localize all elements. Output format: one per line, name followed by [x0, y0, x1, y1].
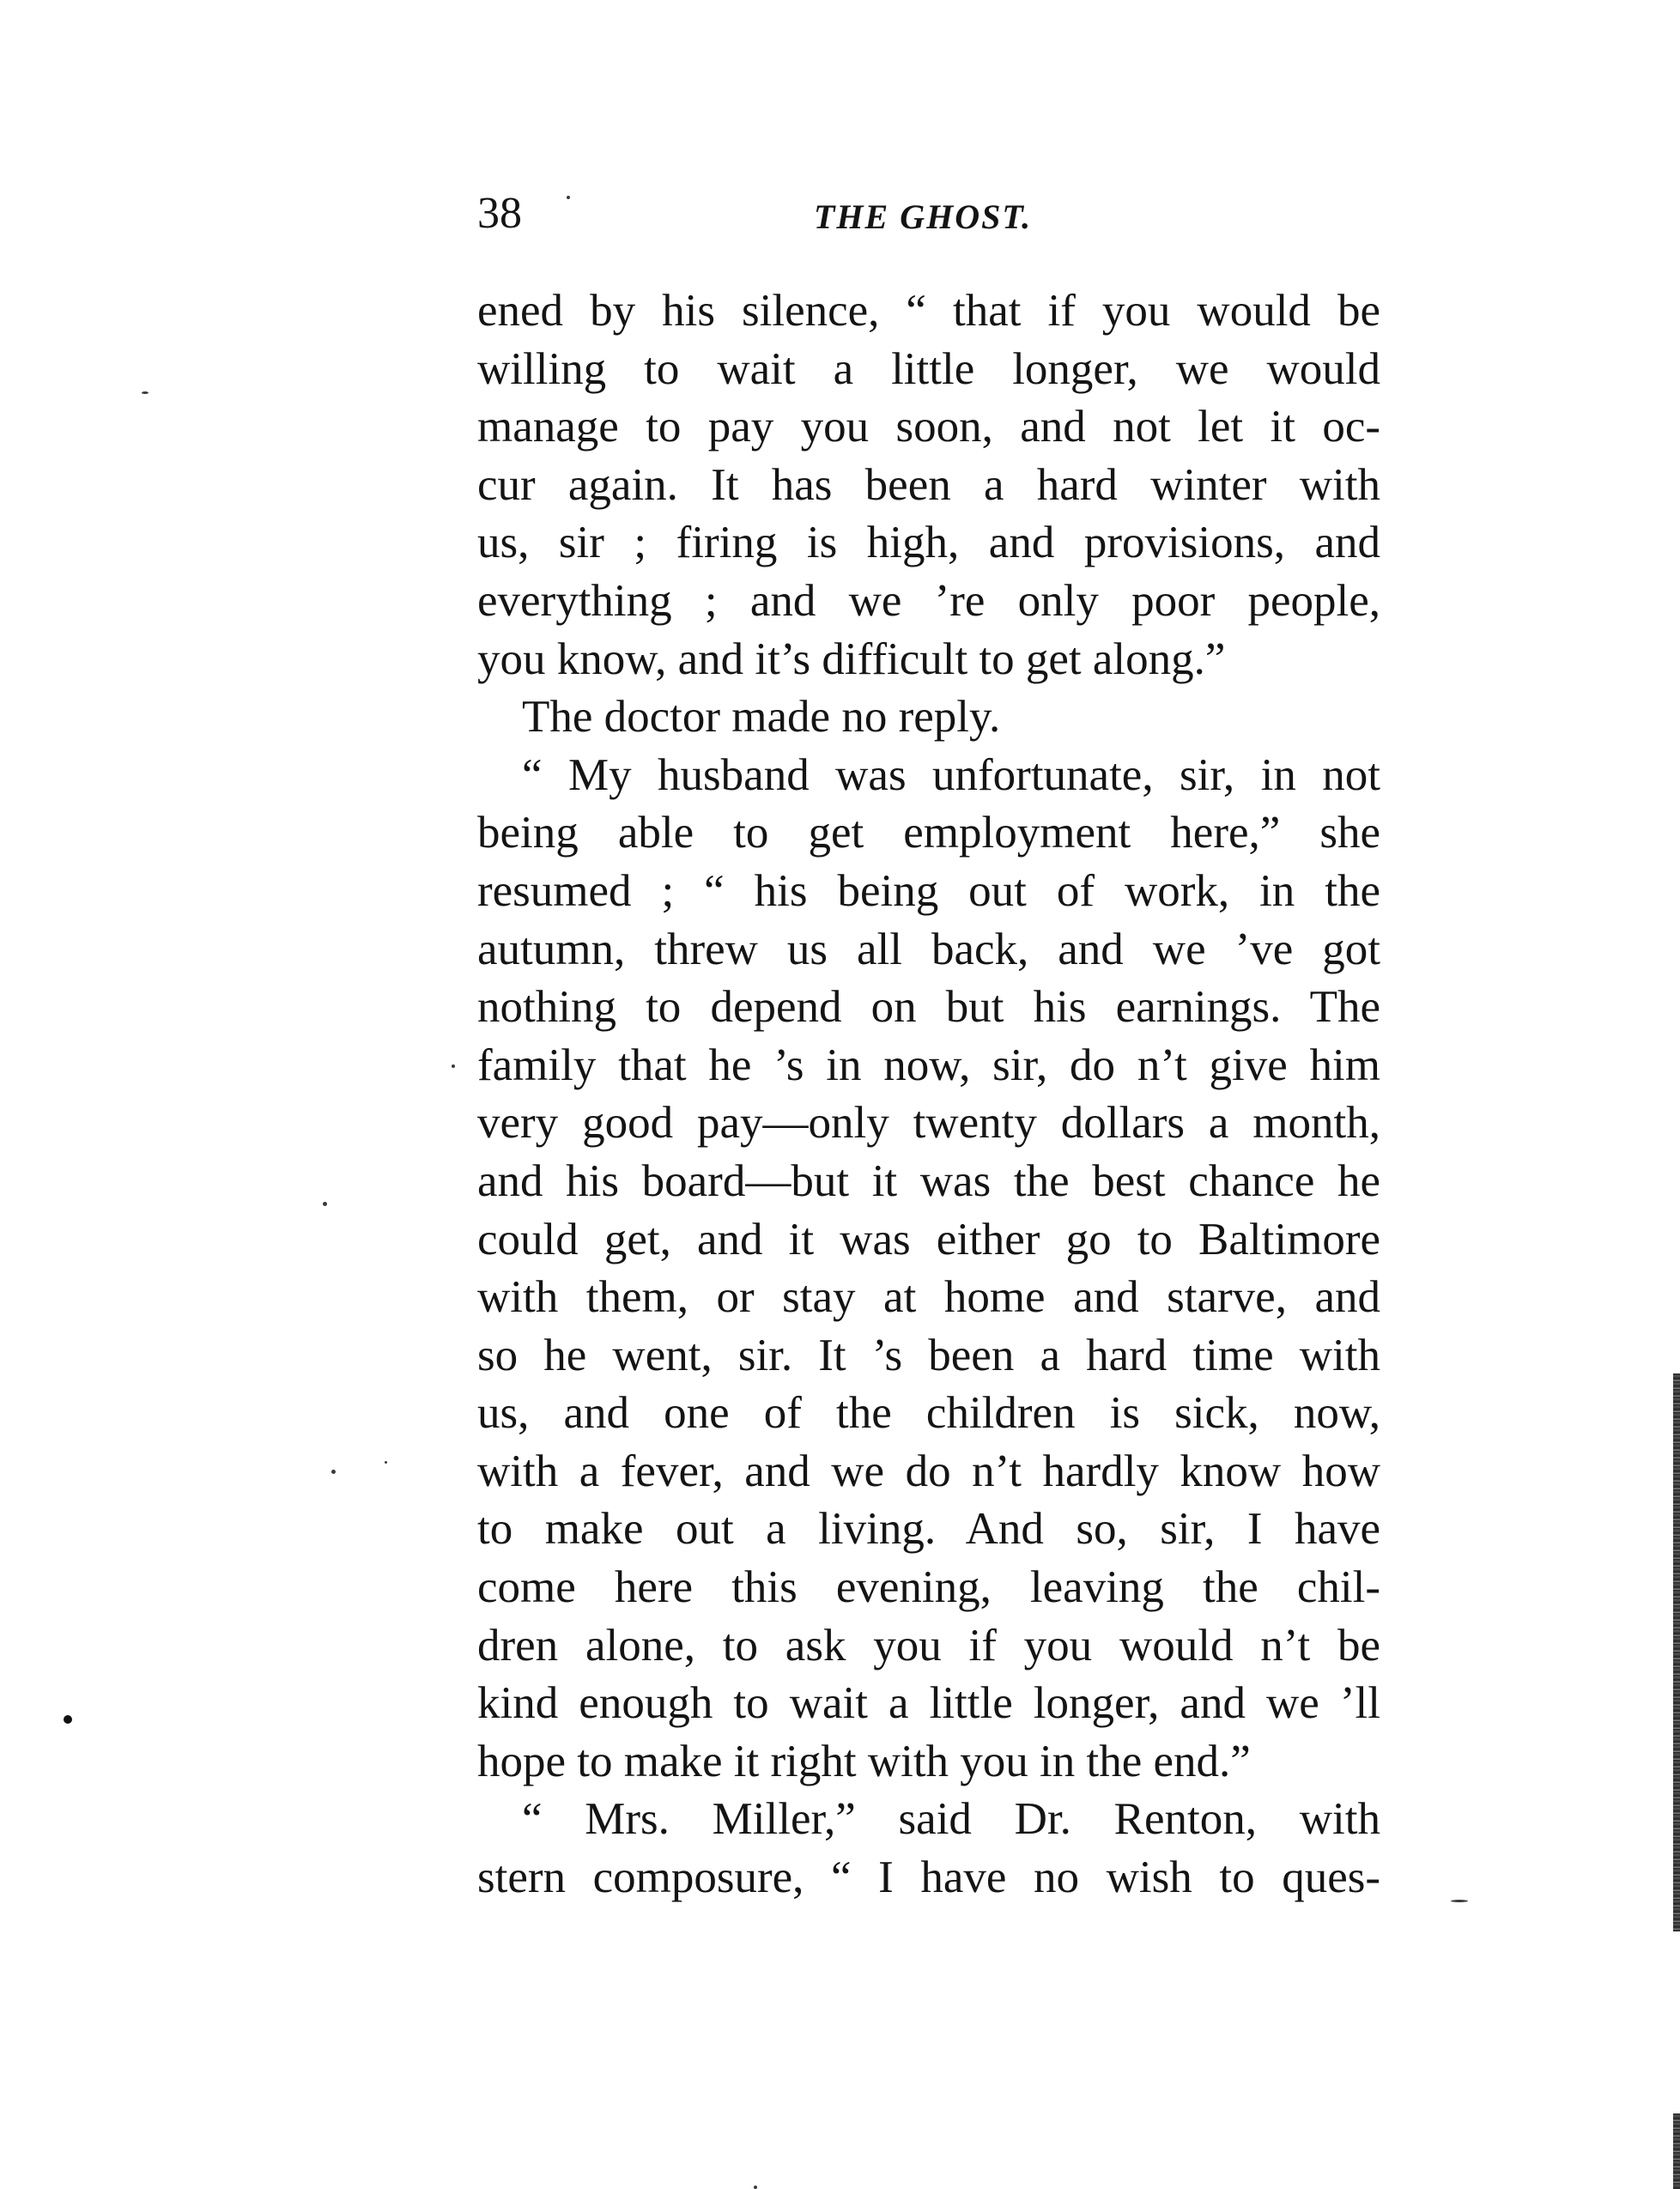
scan-speck: [754, 2186, 757, 2189]
scan-speck: [142, 391, 149, 394]
scan-speck: [64, 1715, 72, 1724]
text-line: ened by his silence, “ that if you would be: [477, 286, 1380, 336]
text-line: being able to get employment here,” she: [477, 808, 1380, 858]
body-text: [477, 282, 1380, 1907]
text-line: you know, and it’s difficult to get along.”: [477, 634, 1226, 684]
text-line: with a fever, and we do n’t hardly know how: [477, 1446, 1380, 1496]
page-number: 38: [477, 189, 522, 238]
text-line: come here this evening, leaving the chil-: [477, 1562, 1380, 1613]
scan-speck: [452, 1064, 455, 1068]
text-line: The doctor made no reply.: [522, 692, 1001, 743]
page-edge-shadow: [1673, 2113, 1680, 2189]
text-line: willing to wait a little longer, we would: [477, 343, 1380, 394]
text-line: hope to make it right with you in the end.”: [477, 1736, 1251, 1786]
text-line: nothing to depend on but his earnings. The: [477, 982, 1380, 1033]
text-line: everything ; and we ’re only poor people,: [477, 575, 1380, 626]
scan-speck: [331, 1470, 336, 1474]
text-line: could get, and it was either go to Baltimore: [477, 1214, 1380, 1264]
text-line: and his board—but it was the best chance he: [477, 1155, 1380, 1206]
text-line: to make out a living. And so, sir, I have: [477, 1504, 1380, 1555]
text-line: family that he ’s in now, sir, do n’t give him: [477, 1040, 1380, 1090]
text-line: us, and one of the children is sick, now,: [477, 1388, 1380, 1439]
text-line: manage to pay you soon, and not let it oc-: [477, 402, 1380, 452]
text-line: kind enough to wait a little longer, and we ’ll: [477, 1678, 1380, 1729]
scan-speck: [385, 1461, 387, 1464]
text-line: resumed ; “ his being out of work, in the: [477, 865, 1380, 916]
text-line: stern composure, “ I have no wish to ques-: [477, 1852, 1380, 1903]
text-line: so he went, sir. It ’s been a hard time with: [477, 1330, 1380, 1380]
running-head: [477, 184, 1380, 244]
page-edge-shadow: [1673, 1373, 1680, 1931]
text-line: dren alone, to ask you if you would n’t be: [477, 1620, 1380, 1671]
text-line: “ Mrs. Miller,” said Dr. Renton, with: [522, 1794, 1380, 1845]
text-line: “ My husband was unfortunate, sir, in not: [522, 749, 1380, 800]
scan-speck: [1451, 1900, 1468, 1902]
text-line: with them, or stay at home and starve, and: [477, 1272, 1380, 1323]
text-line: autumn, threw us all back, and we ’ve got: [477, 924, 1380, 974]
scan-speck: [323, 1202, 327, 1206]
text-line: very good pay—only twenty dollars a month,: [477, 1098, 1380, 1149]
text-line: cur again. It has been a hard winter with: [477, 459, 1380, 510]
text-line: us, sir ; firing is high, and provisions, and: [477, 518, 1380, 568]
running-title: THE GHOST.: [814, 197, 1033, 236]
scan-speck: [567, 196, 570, 199]
